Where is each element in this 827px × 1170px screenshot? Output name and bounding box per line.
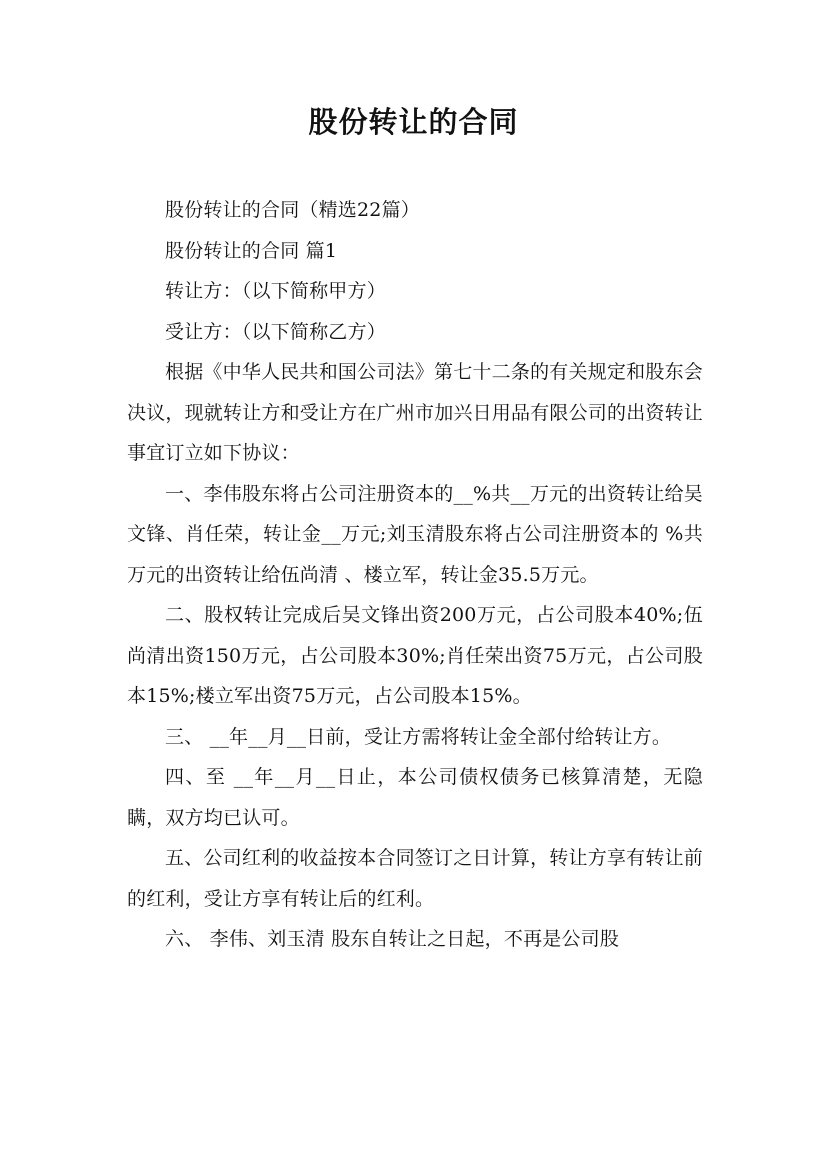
paragraph-clause-2: 二、股权转让完成后吴文锋出资200万元，占公司股本40%;伍尚清出资150万元，占公司股本30%;肖任荣出资75万元，占公司股本15%;楼立军出资75万元，占公司股本15%。 [127, 604, 703, 707]
paragraph-clause-5: 五、公司红利的收益按本合同签订之日计算，转让方享有转让前的红利，受让方享有转让后的红利。 [127, 847, 703, 910]
paragraph-collection-heading: 股份转让的合同（精选22篇） [165, 199, 420, 221]
paragraph-preamble: 根据《中华人民共和国公司法》第七十二条的有关规定和股东会决议，现就转让方和受让方在广州市加兴日用品有限公司的出资转让事宜订立如下协议： [127, 361, 704, 464]
paragraph-clause-6: 六、 李伟、刘玉清 股东自转让之日起，不再是公司股 [165, 928, 620, 950]
paragraph-clause-4: 四、至 __年__月__日止，本公司债权债务已核算清楚，无隐瞒，双方均已认可。 [127, 766, 703, 829]
document-body [127, 190, 703, 960]
paragraph-clause-3: 三、 __年__月__日前，受让方需将转让金全部付给转让方。 [165, 725, 672, 748]
paragraph-clause-1: 一、李伟股东将占公司注册资本的__%共__万元的出资转让给吴文锋、肖任荣，转让金__万元;刘玉清股东将占公司注册资本的 %共 万元的出资转让给伍尚清 、楼立军，转让金35.5万元。 [127, 482, 703, 586]
paragraph-transferee: 受让方：（以下简称乙方） [165, 320, 386, 343]
paragraph-transferor: 转让方：（以下简称甲方） [165, 280, 386, 302]
document-title: 股份转让的合同 [308, 105, 519, 139]
paragraph-section-heading: 股份转让的合同 篇1 [165, 239, 338, 262]
